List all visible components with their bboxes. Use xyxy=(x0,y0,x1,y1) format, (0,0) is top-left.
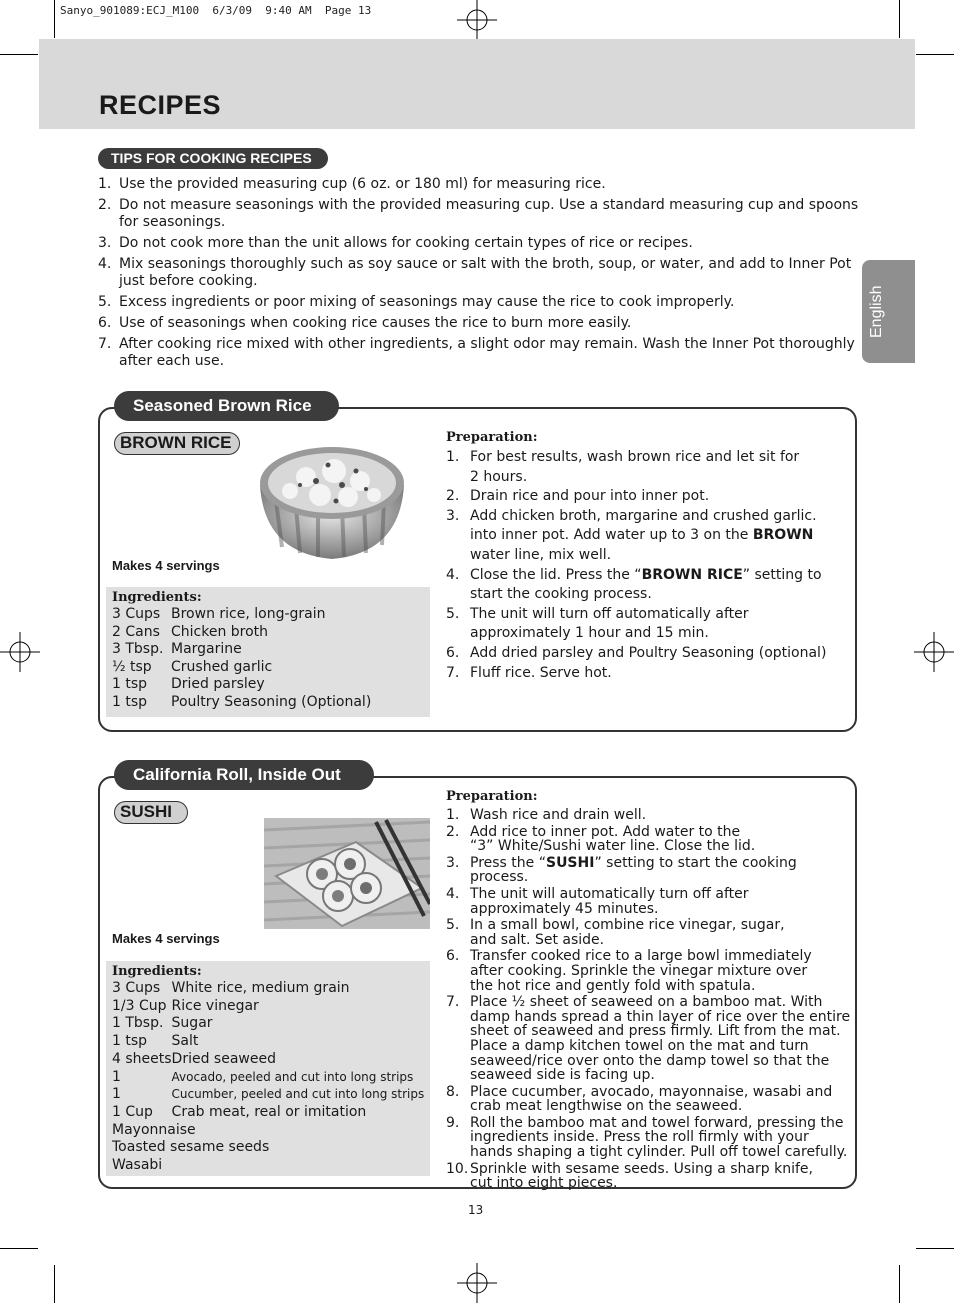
table-row: 1 Cucumber, peeled and cut into long strips xyxy=(112,1086,425,1103)
table-row: 1 Cup Crab meat, real or imitation xyxy=(112,1103,367,1120)
list-item: 8. Place cucumber, avocado, mayonnaise, wasabi and crab meat lengthwise on the seaweed. xyxy=(446,1083,833,1115)
list-item: 4. The unit will automatically turn off after approximately 45 minutes. xyxy=(446,885,749,917)
crop-mark xyxy=(899,0,900,38)
registration-mark xyxy=(914,632,954,672)
crop-mark xyxy=(916,54,954,55)
servings-label: Makes 4 servings xyxy=(112,558,220,573)
recipe-title: California Roll, Inside Out xyxy=(114,760,374,790)
list-item: 3. Add chicken broth, margarine and crushed garlic. into inner pot. Add water up to 3 on the BROWN water line, mix well. xyxy=(446,507,817,563)
list-item: 5. In a small bowl, combine rice vinegar, sugar, and salt. Set aside. xyxy=(446,917,785,948)
ingredients-heading: Ingredients: xyxy=(112,964,202,979)
table-row: Mayonnaise xyxy=(112,1121,196,1138)
table-row: 1 tsp Salt xyxy=(112,1033,199,1050)
table-row: 1 Tbsp. Sugar xyxy=(112,1015,213,1032)
page-number: 13 xyxy=(468,1203,484,1217)
language-tab-label: English xyxy=(868,285,885,338)
rice-bowl-photo xyxy=(256,441,408,561)
table-row: 1/3 Cup Rice vinegar xyxy=(112,997,259,1014)
list-item: 3. Do not cook more than the unit allows for cooking certain types of rice or recipes. xyxy=(98,235,693,251)
table-row: 3 Cups Brown rice, long-grain xyxy=(112,606,326,622)
list-item: 5. The unit will turn off automatically after approximately 1 hour and 15 min. xyxy=(446,605,749,642)
list-item: 6. Use of seasonings when cooking rice causes the rice to burn more easily. xyxy=(98,315,632,331)
list-item: 4. Close the lid. Press the “BROWN RICE” setting to start the cooking process. xyxy=(446,566,822,603)
list-item: 7. Fluff rice. Serve hot. xyxy=(446,664,612,681)
table-row: 4 sheets Dried seaweed xyxy=(112,1050,276,1067)
ingredients-table xyxy=(112,980,424,1175)
list-item: 6. Transfer cooked rice to a large bowl immediately after cooking. Sprinkle the vinegar mixture over the hot rice and gently fold with spatula. xyxy=(446,948,812,994)
table-row: 2 Cans Chicken broth xyxy=(112,623,269,640)
table-row: 1 Avocado, peeled and cut into long strips xyxy=(112,1068,414,1085)
list-item: 5. Excess ingredients or poor mixing of seasonings may cause the rice to cook improperly. xyxy=(98,294,735,310)
preparation-steps xyxy=(446,448,846,683)
crop-mark xyxy=(0,1248,38,1249)
list-item: 1. Wash rice and drain well. xyxy=(446,807,647,823)
table-row: 1 tsp Poultry Seasoning (Optional) xyxy=(112,693,372,710)
recipe-title: Seasoned Brown Rice xyxy=(114,391,339,421)
crop-mark xyxy=(916,1248,954,1249)
table-row: ½ tsp Crushed garlic xyxy=(112,658,273,675)
list-item: 1. Use the provided measuring cup (6 oz. or 180 ml) for measuring rice. xyxy=(98,176,606,192)
table-row: 3 Tbsp. Margarine xyxy=(112,641,242,658)
ingredients-panel xyxy=(106,961,430,1176)
page-title: RECIPES xyxy=(99,90,222,120)
ingredients-panel xyxy=(106,587,430,717)
preparation-heading: Preparation: xyxy=(446,430,538,445)
list-item: 4. Mix seasonings thoroughly such as soy sauce or salt with the broth, soup, or water, and add to Inner Pot just before cooking. xyxy=(98,256,852,289)
rice-type-badge: BROWN RICE xyxy=(114,432,240,455)
language-tab xyxy=(862,260,915,363)
table-row: 3 Cups White rice, medium grain xyxy=(112,980,350,996)
ingredients-table xyxy=(112,606,371,712)
list-item: 7. Place ½ sheet of seaweed on a bamboo mat. With damp hands spread a thin layer of rice over the entire sheet of seaweed and press firmly. Lift from the mat. Place a damp kitchen towel on the mat and turn seaweed/rice over onto the damp towel so that the seaweed side is facing up. xyxy=(446,994,851,1084)
registration-mark xyxy=(457,1263,497,1303)
servings-label: Makes 4 servings xyxy=(112,931,220,946)
list-item: 10. Sprinkle with sesame seeds. Using a sharp knife, cut into eight pieces. xyxy=(446,1160,813,1192)
list-item: 1. For best results, wash brown rice and let sit for 2 hours. xyxy=(446,449,800,485)
tips-list xyxy=(98,176,860,374)
list-item: 7. After cooking rice mixed with other ingredients, a slight odor may remain. Wash the Inner Pot thoroughly after each use. xyxy=(98,336,855,369)
list-item: 2. Add rice to inner pot. Add water to the “3” White/Sushi water line. Close the lid. xyxy=(446,823,756,855)
crop-mark xyxy=(0,54,38,55)
sushi-photo xyxy=(264,818,430,929)
crop-mark xyxy=(899,1265,900,1303)
preparation-heading: Preparation: xyxy=(446,789,538,804)
registration-mark xyxy=(457,0,497,40)
list-item: 6. Add dried parsley and Poultry Seasoning (optional) xyxy=(446,644,827,661)
list-item: 3. Press the “SUSHI” setting to start the cooking process. xyxy=(446,854,797,886)
rice-type-badge: SUSHI xyxy=(114,801,188,824)
table-row: 1 tsp Dried parsley xyxy=(112,676,265,693)
crop-mark xyxy=(54,1265,55,1303)
registration-mark xyxy=(0,632,40,672)
ingredients-heading: Ingredients: xyxy=(112,590,202,605)
table-row: Wasabi xyxy=(112,1157,163,1174)
crop-mark xyxy=(54,0,55,38)
tips-heading: TIPS FOR COOKING RECIPES xyxy=(98,148,328,169)
table-row: Toasted sesame seeds xyxy=(112,1139,270,1156)
list-item: 2. Drain rice and pour into inner pot. xyxy=(446,488,710,505)
print-slug: Sanyo_901089:ECJ_M100 6/3/09 9:40 AM Page 13 xyxy=(60,4,372,17)
list-item: 2. Do not measure seasonings with the provided measuring cup. Use a standard measuring cup and spoons for seasonings. xyxy=(98,197,859,230)
list-item: 9. Roll the bamboo mat and towel forward, pressing the ingredients inside. Press the roll firmly with your hands shaping a tight cylinder. Pull off towel carefully. xyxy=(446,1114,848,1161)
preparation-steps xyxy=(446,808,852,1191)
